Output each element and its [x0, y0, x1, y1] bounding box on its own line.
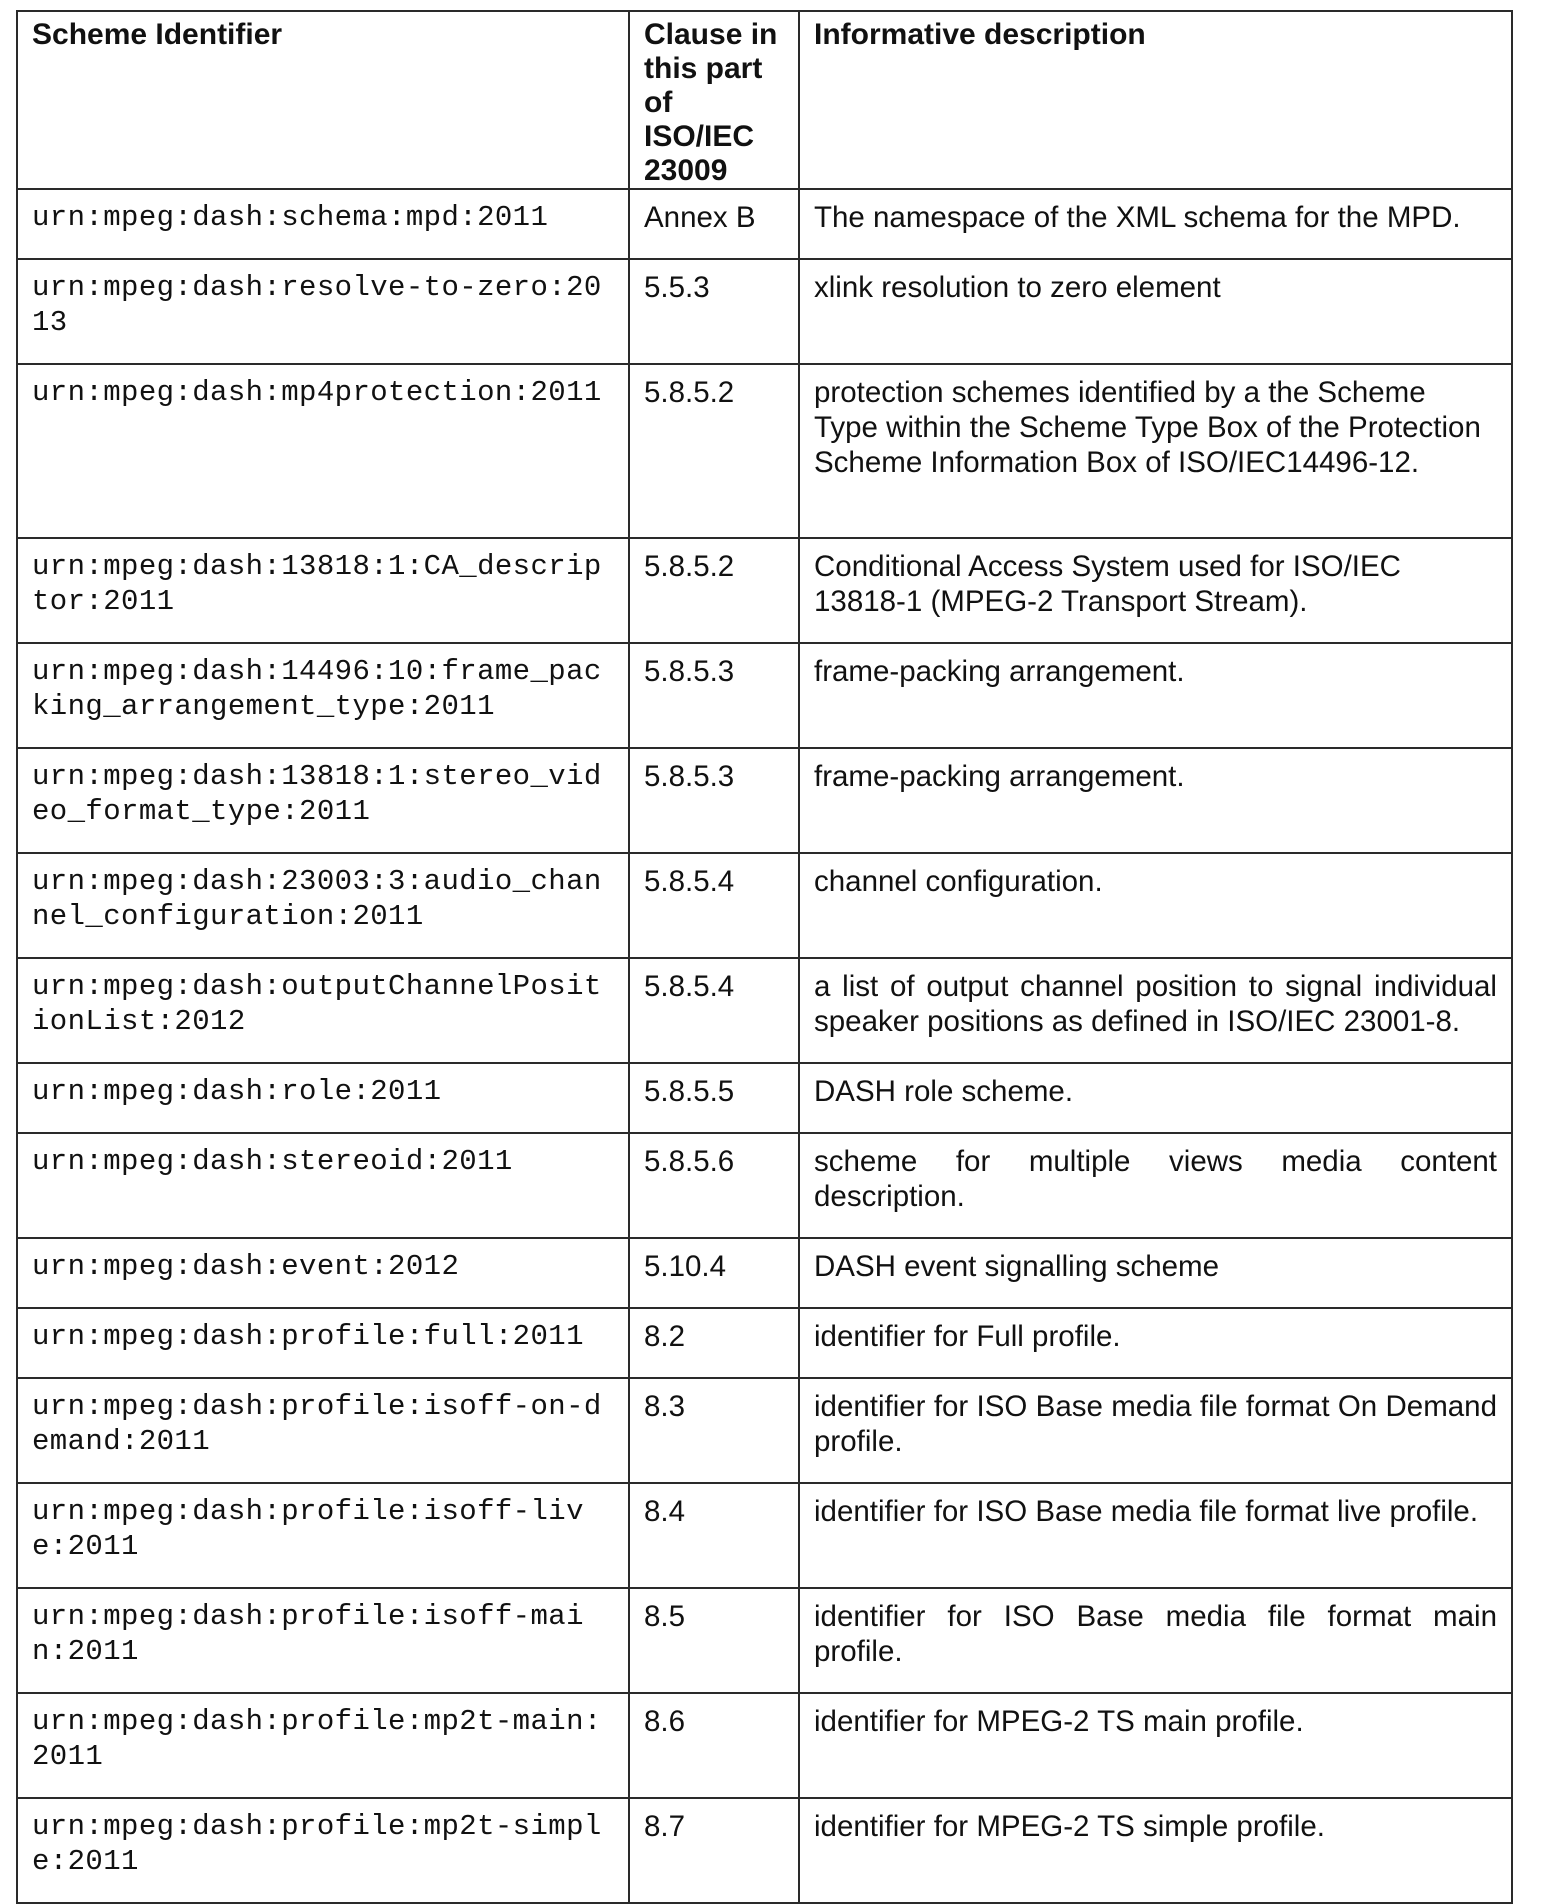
description-cell: identifier for ISO Base media file format live profile.	[799, 1483, 1512, 1588]
clause-cell: 5.8.5.2	[629, 364, 799, 538]
table-row	[17, 1378, 1512, 1483]
clause-cell: 8.3	[629, 1378, 799, 1483]
description-cell: channel configuration.	[799, 853, 1512, 958]
clause-cell: 8.4	[629, 1483, 799, 1588]
description-cell: identifier for ISO Base media file format On Demand profile.	[799, 1378, 1512, 1483]
scheme-cell: urn:mpeg:dash:profile:mp2t-simple:2011	[17, 1798, 629, 1903]
description-cell: identifier for Full profile.	[799, 1308, 1512, 1378]
table-row	[17, 1063, 1512, 1133]
scheme-cell: urn:mpeg:dash:outputChannelPositionList:2012	[17, 958, 629, 1063]
clause-cell: 5.8.5.3	[629, 643, 799, 748]
scheme-cell: urn:mpeg:dash:profile:isoff-live:2011	[17, 1483, 629, 1588]
table-row	[17, 1238, 1512, 1308]
clause-cell: 5.8.5.2	[629, 538, 799, 643]
table-row	[17, 1798, 1512, 1903]
scheme-cell: urn:mpeg:dash:profile:isoff-on-demand:2011	[17, 1378, 629, 1483]
clause-cell: 8.7	[629, 1798, 799, 1903]
scheme-identifier-table	[16, 10, 1513, 1904]
clause-cell: Annex B	[629, 189, 799, 259]
description-cell: scheme for multiple views media content description.	[799, 1133, 1512, 1238]
clause-cell: 5.5.3	[629, 259, 799, 364]
scheme-cell: urn:mpeg:dash:23003:3:audio_channel_configuration:2011	[17, 853, 629, 958]
table-row	[17, 259, 1512, 364]
description-cell: a list of output channel position to signal individual speaker positions as defined in ISO/IEC 23001-8.	[799, 958, 1512, 1063]
clause-cell: 5.8.5.4	[629, 958, 799, 1063]
clause-cell: 8.5	[629, 1588, 799, 1693]
scheme-cell: urn:mpeg:dash:profile:mp2t-main:2011	[17, 1693, 629, 1798]
scheme-cell: urn:mpeg:dash:14496:10:frame_packing_arrangement_type:2011	[17, 643, 629, 748]
table-row	[17, 1308, 1512, 1378]
table-row	[17, 538, 1512, 643]
table-row	[17, 748, 1512, 853]
table-row	[17, 189, 1512, 259]
table-row	[17, 1588, 1512, 1693]
scheme-cell: urn:mpeg:dash:profile:full:2011	[17, 1308, 629, 1378]
scheme-cell: urn:mpeg:dash:schema:mpd:2011	[17, 189, 629, 259]
scheme-cell: urn:mpeg:dash:role:2011	[17, 1063, 629, 1133]
clause-cell: 5.10.4	[629, 1238, 799, 1308]
description-cell: The namespace of the XML schema for the MPD.	[799, 189, 1512, 259]
description-cell: protection schemes identified by a the Scheme Type within the Scheme Type Box of the Protection Scheme Information Box of ISO/IEC14496-12.	[799, 364, 1512, 538]
scheme-cell: urn:mpeg:dash:13818:1:stereo_video_format_type:2011	[17, 748, 629, 853]
description-cell: DASH role scheme.	[799, 1063, 1512, 1133]
header-scheme-identifier: Scheme Identifier	[17, 11, 629, 189]
description-cell: identifier for ISO Base media file format main profile.	[799, 1588, 1512, 1693]
description-cell: DASH event signalling scheme	[799, 1238, 1512, 1308]
header-row	[17, 11, 1512, 189]
table-row	[17, 1693, 1512, 1798]
scheme-cell: urn:mpeg:dash:profile:isoff-main:2011	[17, 1588, 629, 1693]
scheme-cell: urn:mpeg:dash:event:2012	[17, 1238, 629, 1308]
clause-cell: 5.8.5.5	[629, 1063, 799, 1133]
header-informative-description: Informative description	[799, 11, 1512, 189]
scheme-cell: urn:mpeg:dash:13818:1:CA_descriptor:2011	[17, 538, 629, 643]
table-row	[17, 958, 1512, 1063]
header-clause: Clause in this part of ISO/IEC 23009	[629, 11, 799, 189]
description-cell: frame-packing arrangement.	[799, 748, 1512, 853]
description-cell: frame-packing arrangement.	[799, 643, 1512, 748]
table-row	[17, 1133, 1512, 1238]
scheme-cell: urn:mpeg:dash:resolve-to-zero:2013	[17, 259, 629, 364]
clause-cell: 8.6	[629, 1693, 799, 1798]
table-row	[17, 364, 1512, 538]
description-cell: xlink resolution to zero element	[799, 259, 1512, 364]
clause-cell: 5.8.5.6	[629, 1133, 799, 1238]
scheme-cell: urn:mpeg:dash:stereoid:2011	[17, 1133, 629, 1238]
clause-cell: 5.8.5.3	[629, 748, 799, 853]
clause-cell: 5.8.5.4	[629, 853, 799, 958]
description-cell: identifier for MPEG-2 TS main profile.	[799, 1693, 1512, 1798]
description-cell: Conditional Access System used for ISO/IEC 13818-1 (MPEG-2 Transport Stream).	[799, 538, 1512, 643]
table-row	[17, 853, 1512, 958]
table-row	[17, 1483, 1512, 1588]
scheme-cell: urn:mpeg:dash:mp4protection:2011	[17, 364, 629, 538]
table-row	[17, 643, 1512, 748]
clause-cell: 8.2	[629, 1308, 799, 1378]
description-cell: identifier for MPEG-2 TS simple profile.	[799, 1798, 1512, 1903]
